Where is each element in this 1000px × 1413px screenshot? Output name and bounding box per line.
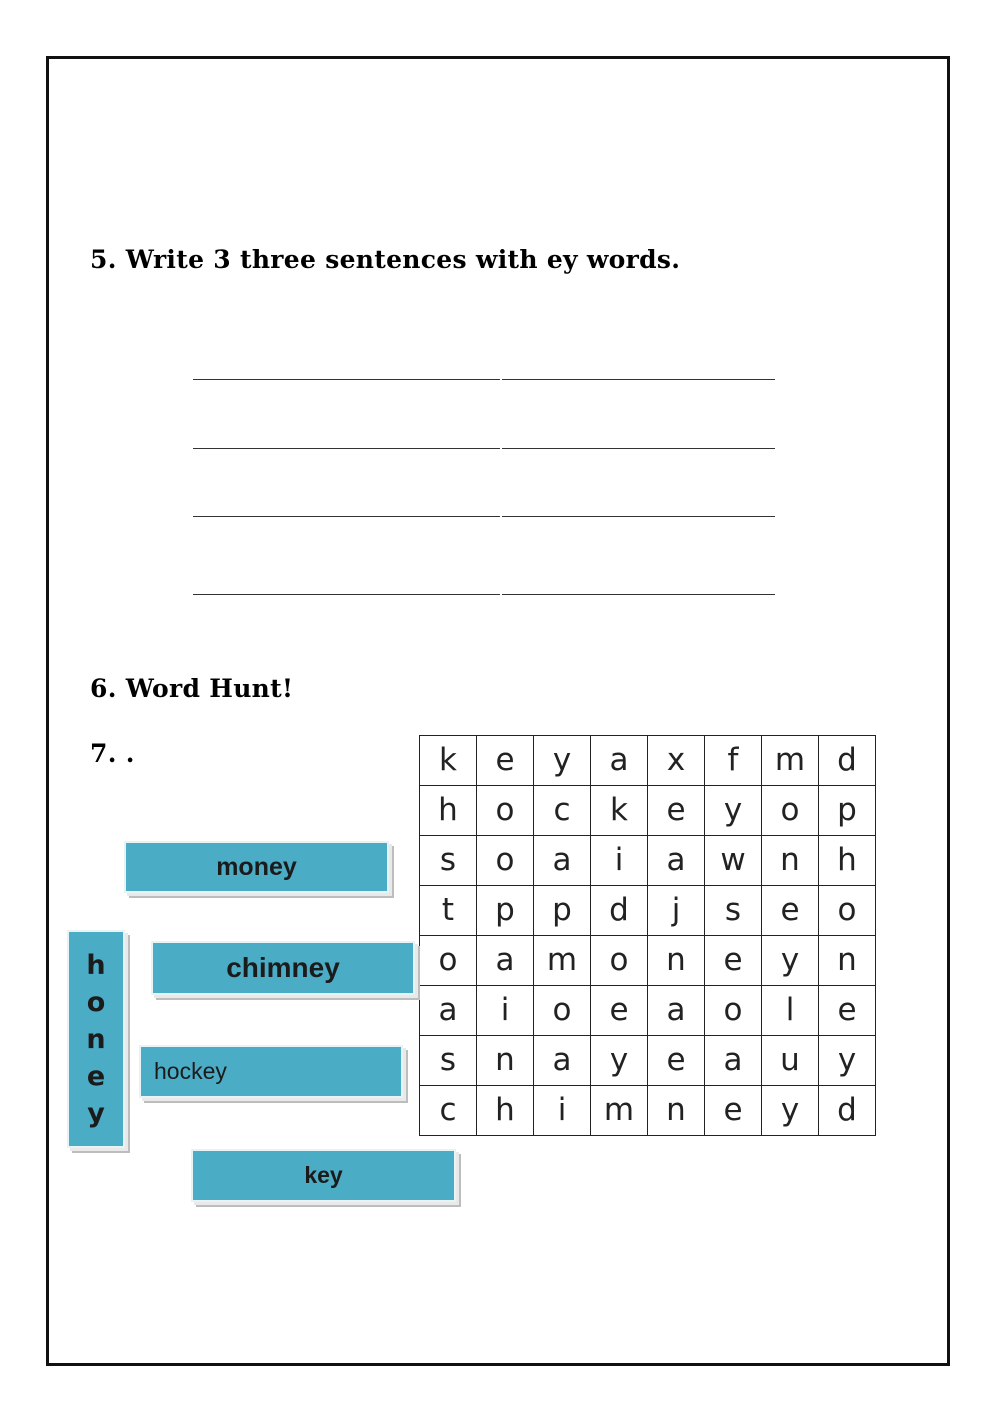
grid-cell[interactable]: d xyxy=(819,736,876,786)
grid-cell[interactable]: i xyxy=(477,986,534,1036)
grid-row xyxy=(420,886,876,936)
grid-row xyxy=(420,936,876,986)
grid-cell[interactable]: c xyxy=(420,1086,477,1136)
grid-cell[interactable]: c xyxy=(534,786,591,836)
word-box-key xyxy=(191,1149,456,1202)
grid-cell[interactable]: o xyxy=(534,986,591,1036)
grid-cell[interactable]: x xyxy=(648,736,705,786)
answer-line-2[interactable] xyxy=(193,448,775,449)
grid-cell[interactable]: o xyxy=(705,986,762,1036)
grid-cell[interactable]: e xyxy=(648,1036,705,1086)
grid-cell[interactable]: y xyxy=(591,1036,648,1086)
grid-cell[interactable]: a xyxy=(534,1036,591,1086)
grid-cell[interactable]: a xyxy=(534,836,591,886)
grid-cell[interactable]: y xyxy=(819,1036,876,1086)
grid-cell[interactable]: e xyxy=(591,986,648,1036)
grid-cell[interactable]: n xyxy=(819,936,876,986)
grid-cell[interactable]: e xyxy=(762,886,819,936)
grid-cell[interactable]: f xyxy=(705,736,762,786)
grid-cell[interactable]: i xyxy=(591,836,648,886)
grid-cell[interactable]: a xyxy=(648,986,705,1036)
grid-cell[interactable]: m xyxy=(762,736,819,786)
honey-letter: o xyxy=(86,986,106,1018)
grid-row xyxy=(420,1086,876,1136)
answer-line-1[interactable] xyxy=(193,379,775,380)
word-box-hockey xyxy=(139,1045,403,1098)
word-key: key xyxy=(304,1162,343,1188)
word-box-honey-vertical xyxy=(67,930,125,1148)
grid-cell[interactable]: a xyxy=(591,736,648,786)
grid-cell[interactable]: o xyxy=(420,936,477,986)
grid-cell[interactable]: l xyxy=(762,986,819,1036)
grid-cell[interactable]: n xyxy=(762,836,819,886)
grid-cell[interactable]: e xyxy=(819,986,876,1036)
grid-cell[interactable]: a xyxy=(648,836,705,886)
grid-cell[interactable]: n xyxy=(477,1036,534,1086)
grid-cell[interactable]: p xyxy=(477,886,534,936)
grid-cell[interactable]: k xyxy=(591,786,648,836)
word-hockey: hockey xyxy=(154,1058,227,1084)
grid-row xyxy=(420,836,876,886)
section-5-heading: 5. Write 3 three sentences with ey words. xyxy=(90,245,681,274)
word-money: money xyxy=(216,852,297,881)
grid-cell[interactable]: a xyxy=(705,1036,762,1086)
honey-letter: e xyxy=(86,1060,106,1092)
grid-cell[interactable]: k xyxy=(420,736,477,786)
grid-cell[interactable]: e xyxy=(648,786,705,836)
grid-cell[interactable]: y xyxy=(762,1086,819,1136)
section-6-heading: 6. Word Hunt! xyxy=(90,674,294,703)
grid-row xyxy=(420,786,876,836)
grid-cell[interactable]: o xyxy=(477,836,534,886)
grid-cell[interactable]: o xyxy=(819,886,876,936)
grid-cell[interactable]: p xyxy=(534,886,591,936)
grid-row xyxy=(420,736,876,786)
grid-cell[interactable]: h xyxy=(477,1086,534,1136)
grid-cell[interactable]: o xyxy=(477,786,534,836)
grid-cell[interactable]: y xyxy=(534,736,591,786)
grid-cell[interactable]: a xyxy=(477,936,534,986)
word-box-chimney xyxy=(151,941,415,995)
answer-line-4[interactable] xyxy=(193,594,775,595)
grid-cell[interactable]: w xyxy=(705,836,762,886)
word-chimney: chimney xyxy=(226,952,340,983)
grid-cell[interactable]: h xyxy=(819,836,876,886)
grid-cell[interactable]: d xyxy=(591,886,648,936)
grid-cell[interactable]: e xyxy=(477,736,534,786)
grid-cell[interactable]: s xyxy=(420,1036,477,1086)
word-box-money xyxy=(124,841,389,893)
grid-cell[interactable]: j xyxy=(648,886,705,936)
honey-letter: n xyxy=(86,1023,106,1055)
grid-cell[interactable]: s xyxy=(705,886,762,936)
grid-cell[interactable]: h xyxy=(420,786,477,836)
grid-cell[interactable]: o xyxy=(591,936,648,986)
grid-cell[interactable]: n xyxy=(648,1086,705,1136)
grid-cell[interactable]: a xyxy=(420,986,477,1036)
grid-cell[interactable]: t xyxy=(420,886,477,936)
section-7-heading: 7. . xyxy=(90,739,135,768)
grid-cell[interactable]: o xyxy=(762,786,819,836)
honey-letter: h xyxy=(86,949,106,981)
answer-line-3[interactable] xyxy=(193,516,775,517)
grid-cell[interactable]: m xyxy=(591,1086,648,1136)
grid-cell[interactable]: d xyxy=(819,1086,876,1136)
grid-cell[interactable]: s xyxy=(420,836,477,886)
grid-cell[interactable]: p xyxy=(819,786,876,836)
grid-cell[interactable]: n xyxy=(648,936,705,986)
grid-cell[interactable]: e xyxy=(705,1086,762,1136)
grid-row xyxy=(420,986,876,1036)
grid-cell[interactable]: y xyxy=(705,786,762,836)
grid-cell[interactable]: e xyxy=(705,936,762,986)
word-search-grid xyxy=(419,735,876,1136)
grid-cell[interactable]: m xyxy=(534,936,591,986)
honey-letter: y xyxy=(87,1097,105,1129)
grid-cell[interactable]: u xyxy=(762,1036,819,1086)
grid-cell[interactable]: i xyxy=(534,1086,591,1136)
grid-row xyxy=(420,1036,876,1086)
grid-cell[interactable]: y xyxy=(762,936,819,986)
